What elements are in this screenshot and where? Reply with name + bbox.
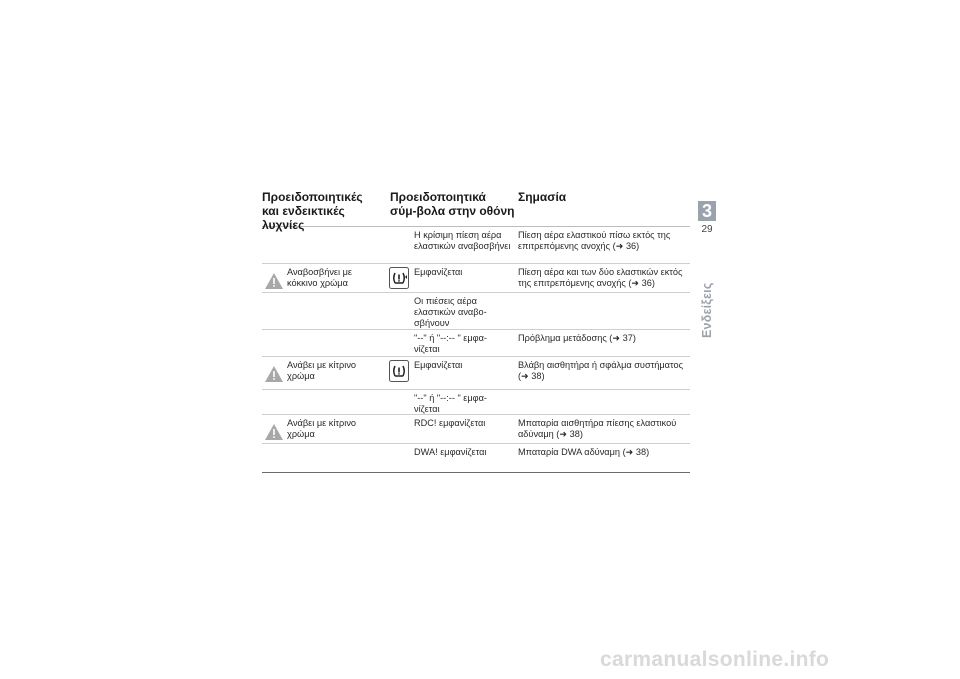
chapter-title: Ενδείξεις <box>700 282 714 338</box>
table-row <box>262 444 690 473</box>
row-lamp: Ανάβει με κίτρινο χρώμα <box>287 360 357 381</box>
table-row <box>262 293 690 330</box>
row-display: Εμφανίζεται <box>414 360 463 370</box>
row-meaning: Πρόβλημα μετάδοσης (➜ 37) <box>518 333 636 343</box>
table-header <box>262 190 690 232</box>
table-row <box>262 357 690 390</box>
chapter-tab <box>698 201 716 221</box>
row-display: Οι πιέσεις αέρα ελαστικών αναβο-σβήνουν <box>414 296 487 328</box>
row-meaning: Πίεση αέρα και των δύο ελαστικών εκτός της επιτρεπόμενης ανοχής (➜ 36) <box>518 267 683 288</box>
page-number: 29 <box>701 224 713 235</box>
indicator-table <box>262 190 690 473</box>
table-row <box>262 330 690 357</box>
row-meaning: Βλάβη αισθητήρα ή σφάλμα συστήματος (➜ 38) <box>518 360 684 381</box>
tyre-pressure-icon <box>389 267 407 289</box>
table-row <box>262 227 690 264</box>
watermark: carmanualsonline.info <box>600 648 830 671</box>
row-display: DWA! εμφανίζεται <box>414 447 487 457</box>
row-display: Η κρίσιμη πίεση αέρα ελαστικών αναβοσβήνει <box>414 230 511 251</box>
chapter-number: 3 <box>701 201 712 221</box>
row-display: "--" ή "--:-- " εμφα-νίζεται <box>414 333 487 354</box>
row-display: Εμφανίζεται <box>414 267 463 277</box>
table-row <box>262 390 690 415</box>
warning-triangle-icon <box>264 365 284 383</box>
warning-triangle-icon <box>264 272 284 290</box>
warning-triangle-icon <box>264 423 284 441</box>
header-lamps: Προειδοποιητικές και ενδεικτικές λυχνίες <box>262 190 363 232</box>
row-meaning: Μπαταρία αισθητήρα πίεσης ελαστικού αδύναμη (➜ 38) <box>518 418 677 439</box>
row-display: RDC! εμφανίζεται <box>414 418 486 428</box>
header-display-symbols: Προειδοποιητικά σύμ-βολα στην οθόνη <box>390 190 515 218</box>
header-meaning: Σημασία <box>518 190 567 204</box>
row-display: "--" ή "--:-- " εμφα-νίζεται <box>414 393 487 414</box>
table-row <box>262 264 690 293</box>
row-lamp: Αναβοσβήνει με κόκκινο χρώμα <box>287 267 352 288</box>
row-meaning: Μπαταρία DWA αδύναμη (➜ 38) <box>518 447 650 457</box>
row-meaning: Πίεση αέρα ελαστικού πίσω εκτός της επιτρεπόμενης ανοχής (➜ 36) <box>518 230 671 251</box>
tyre-icon <box>389 360 407 382</box>
table-row <box>262 415 690 444</box>
row-lamp: Ανάβει με κίτρινο χρώμα <box>287 418 357 439</box>
